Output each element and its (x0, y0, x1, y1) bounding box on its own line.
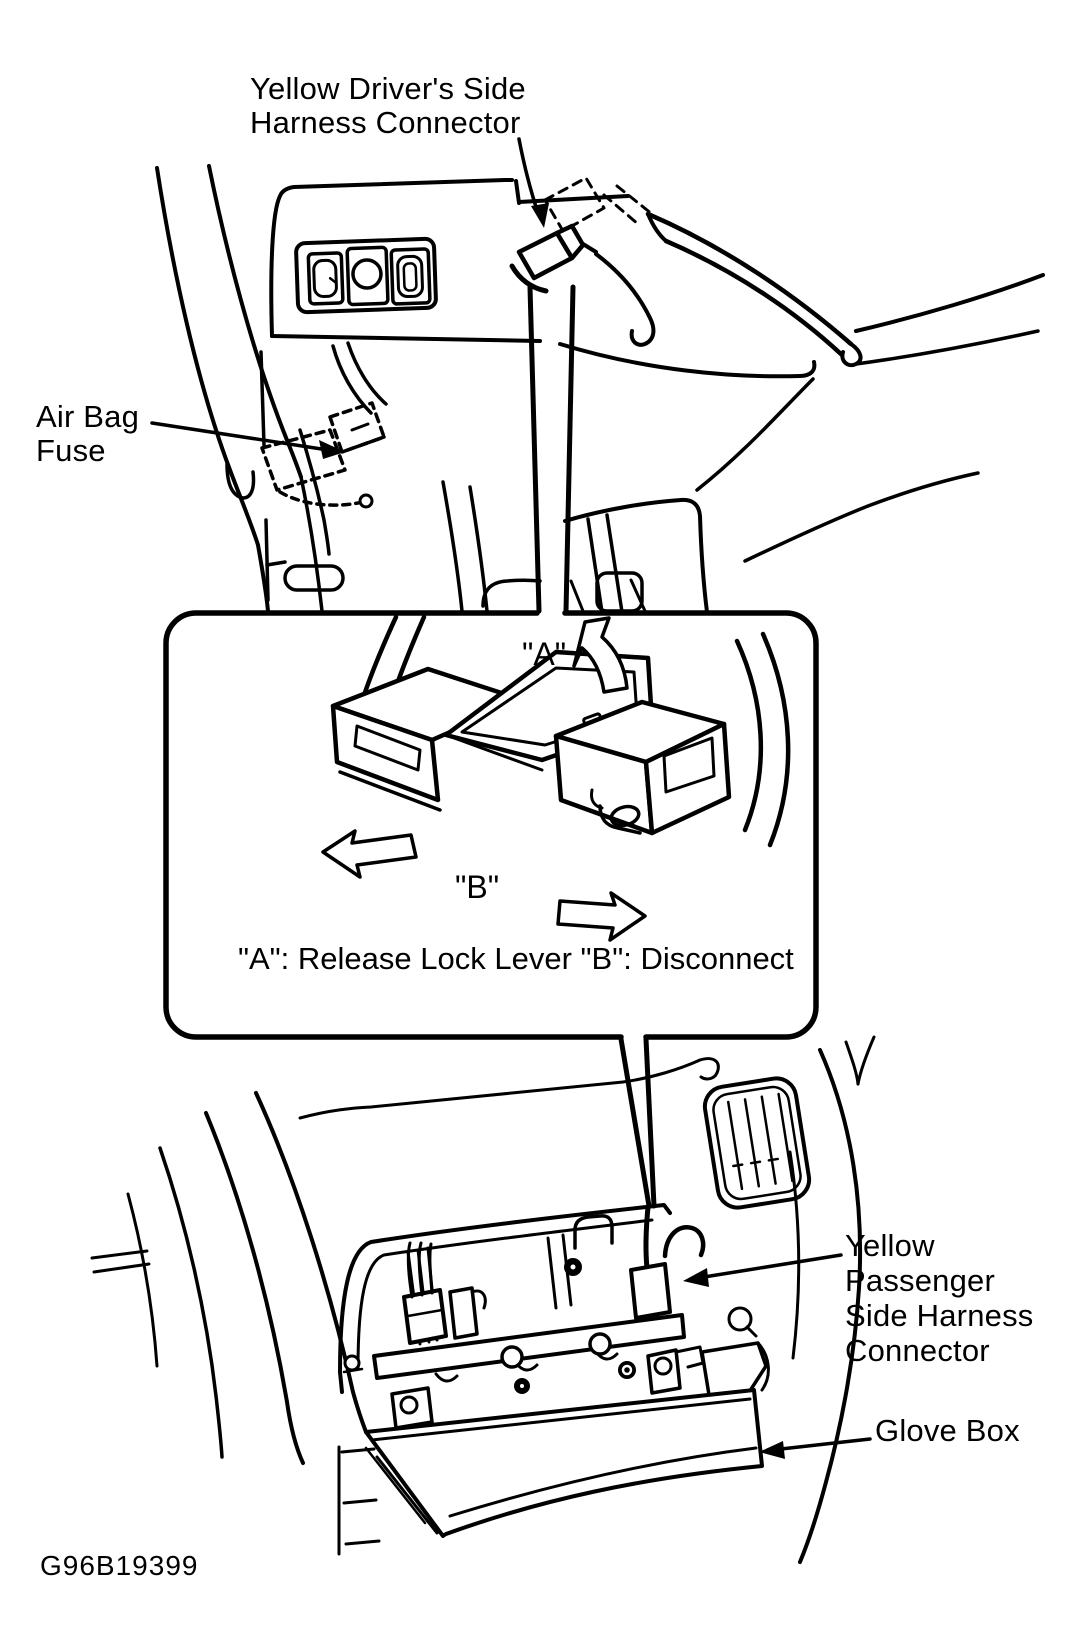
wiring-connectors-drawing (404, 1243, 485, 1343)
door-pillar-lines (157, 166, 329, 611)
inset-legend-a: "A": Release Lock Lever (238, 941, 572, 976)
inset-connector-drawing (333, 652, 729, 833)
driver-connector-label (250, 72, 526, 140)
passenger-connector-label-line1: Yellow (845, 1228, 935, 1263)
airbag-fuse-label-line1: Air Bag (36, 399, 140, 434)
magnifier-lines-bottom (621, 1039, 654, 1206)
disconnect-arrow-right (558, 893, 645, 940)
steering-column-shroud (560, 214, 1043, 490)
airbag-fuse-label-line2: Fuse (36, 433, 106, 468)
passenger-dash-line (300, 1059, 718, 1118)
glove-box-callout-arrow (759, 1439, 870, 1459)
inset-marker-b: "B" (455, 869, 500, 905)
glove-box-latch-drawing (702, 1308, 768, 1401)
driver-connector-label-line2: Harness Connector (250, 105, 521, 140)
passenger-connector-label-line4: Connector (845, 1333, 990, 1368)
glove-box-label: Glove Box (875, 1413, 1020, 1448)
window-switch-panel (296, 239, 436, 313)
airbag-callout-arrow (152, 423, 345, 459)
disconnect-arrow-left (323, 831, 416, 877)
driver-connector-label-line1: Yellow Driver's Side (250, 71, 526, 106)
inset-legend (238, 942, 794, 975)
center-console-lines (443, 473, 978, 612)
inset-marker-a: "A" (522, 636, 567, 672)
passenger-callout-arrow (683, 1255, 841, 1287)
magnifier-lines-top (530, 287, 573, 611)
inset-legend-b: "B": Disconnect (580, 941, 794, 976)
airbag-fuse-drawing (227, 343, 386, 600)
passenger-connector-label-line2: Passenger (845, 1263, 996, 1298)
figure-code: G96B19399 (40, 1550, 199, 1581)
passenger-connector-label (845, 1228, 1034, 1368)
passenger-connector-label-line3: Side Harness (845, 1298, 1034, 1333)
left-pillar-lines (92, 1093, 366, 1463)
airbag-fuse-label (36, 400, 139, 468)
driver-callout-arrow (519, 139, 549, 228)
